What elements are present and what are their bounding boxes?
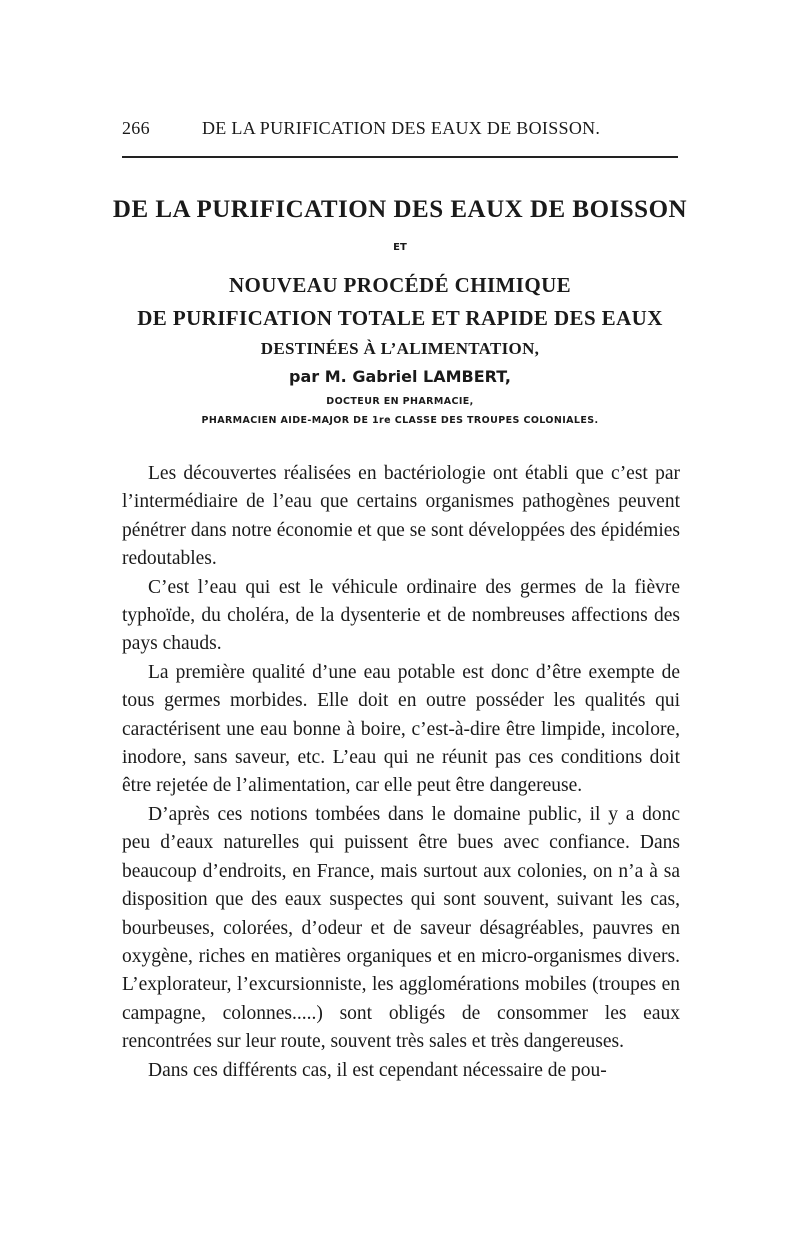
title-conjunction: ET	[393, 242, 407, 253]
paragraph: Les découvertes réalisées en bactériologie ont établi que c’est par l’intermédiaire de l’eau que certains organismes pathogènes peuvent pénétrer dans notre économie et que se sont développées des épidémies redoutables.	[122, 463, 680, 570]
paragraph: Dans ces différents cas, il est cependant nécessaire de pou-	[148, 1059, 607, 1081]
header-rule	[122, 156, 678, 158]
running-title: DE LA PURIFICATION DES EAUX DE BOISSON.	[202, 118, 601, 138]
title-line-1: DE LA PURIFICATION DES EAUX DE BOISSON	[112, 196, 688, 223]
paragraph: C’est l’eau qui est le véhicule ordinaire des germes de la fièvre typhoïde, du choléra, de la dysenterie et de nombreuses affections des pays chauds.	[122, 576, 680, 655]
article-title-block	[100, 196, 700, 426]
author-credential-2: PHARMACIEN AIDE-MAJOR DE 1re CLASSE DES TROUPES COLONIALES.	[201, 415, 599, 426]
title-line-4: DESTINÉES À L’ALIMENTATION,	[260, 339, 540, 358]
paragraph: D’après ces notions tombées dans le domaine public, il y a donc peu d’eaux naturelles qui puissent être bues avec confiance. Dans beaucoup d’endroits, en France, mais surtout aux colonies, on n’a à sa disposition que des eaux suspectes qui sont souvent, suivant les cas, bourbeuses, colorées, d’odeur et de saveur désagréables, pauvres en oxygène, riches en matières organiques et en micro-organismes divers. L’explorateur, l’excursionniste, les agglomérations mobiles (troupes en campagne, colonnes.....) sont obligés de consommer les eaux rencontrées sur leur route, souvent très sales et très dangereuses.	[122, 803, 680, 1053]
page-number: 266	[122, 118, 150, 138]
paragraph: La première qualité d’une eau potable est donc d’être exempte de tous germes morbides. Elle doit en outre posséder les qualités qui caractérisent une eau bonne à boire, c’est-à-dire être limpide, incolore, inodore, sans saveur, etc. L’eau qui ne réunit pas ces conditions doit être rejetée de l’alimentation, car elle peut être dangereuse.	[122, 661, 680, 797]
article-body	[122, 460, 680, 1085]
title-line-3: DE PURIFICATION TOTALE ET RAPIDE DES EAUX	[137, 306, 663, 330]
title-line-2: NOUVEAU PROCÉDÉ CHIMIQUE	[228, 273, 572, 297]
author-byline: par M. Gabriel LAMBERT,	[289, 367, 511, 386]
author-credential-1: DOCTEUR EN PHARMACIE,	[326, 396, 474, 407]
